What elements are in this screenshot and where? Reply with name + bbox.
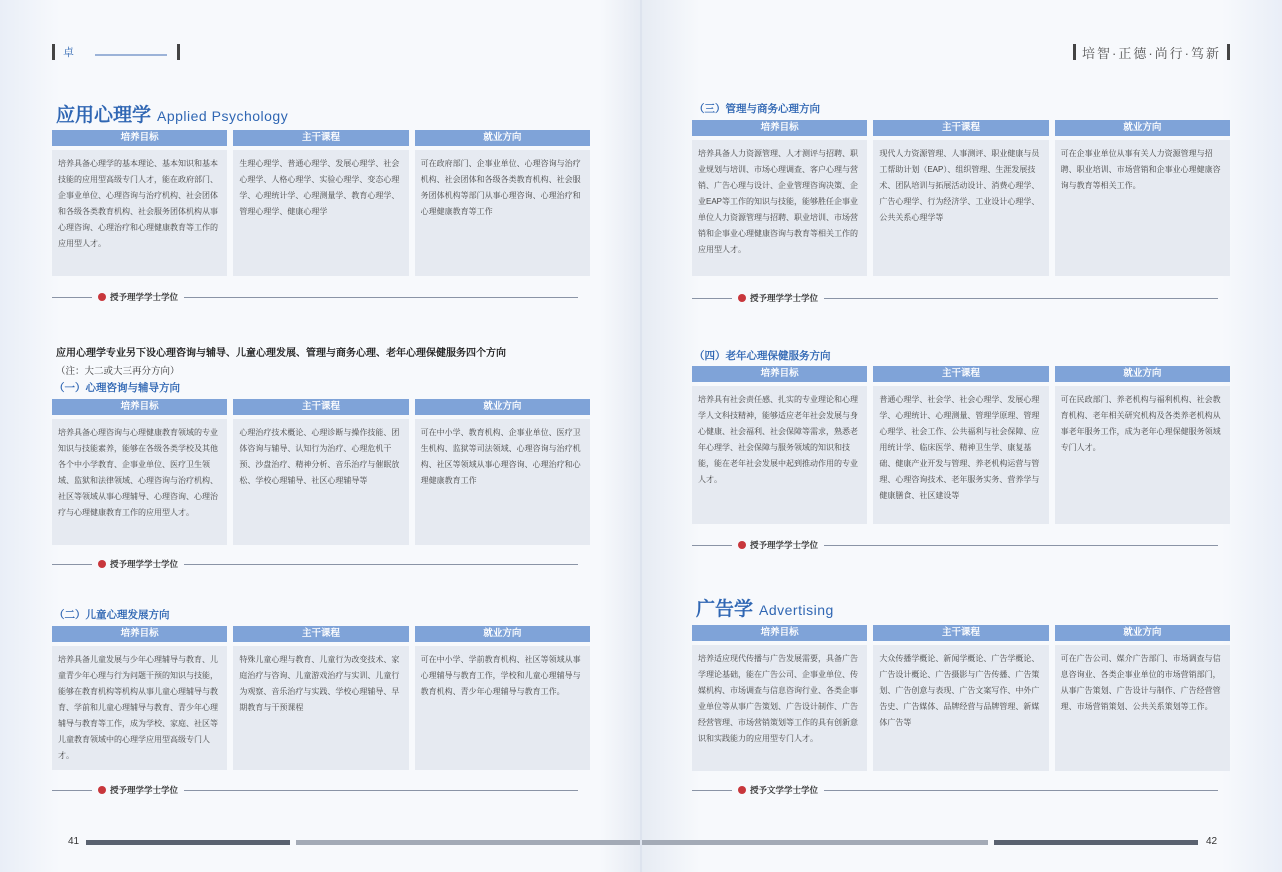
cell-courses: 生理心理学、普通心理学、发展心理学、社会心理学、人格心理学、实验心理学、变态心理学、心理统计学、心理测量学、教育心理学、管理心理学、健康心理学 — [233, 150, 408, 276]
degree-label: 授予理学学士学位 — [110, 292, 179, 302]
school-logo — [61, 44, 171, 60]
head-career: 就业方向 — [1055, 366, 1230, 382]
cell-goal: 培养具有社会责任感、扎实的专业理论和心理学人文科技精神，能够适应老年社会发展与身心健康、社会福利、社会保障等需求，熟悉老年心理学、社会保障与服务领域的知识和技能，能在老年社会发展中起到推动作用的专业人才。 — [692, 386, 867, 524]
degree-label: 授予理学学士学位 — [750, 540, 819, 550]
degree-label: 授予理学学士学位 — [110, 559, 179, 569]
dir1-table — [52, 399, 590, 545]
logo-mark: 卓 — [63, 46, 74, 59]
directions-intro: 应用心理学专业另下设心理咨询与辅导、儿童心理发展、管理与商务心理、老年心理保健服务四个方向 — [56, 348, 506, 359]
degree-line — [692, 292, 1218, 304]
head-goal: 培养目标 — [692, 625, 867, 641]
degree-label: 授予文学学士学位 — [750, 785, 819, 795]
major-title-psychology — [56, 100, 288, 127]
major-title-cn: 应用心理学 — [56, 105, 152, 126]
header-bar — [1227, 44, 1230, 60]
cell-career: 可在广告公司、媒介广告部门、市场调查与信息咨询业、各类企事业单位的市场营销部门，从事广告策划、广告设计与制作、广告经营管理、市场营销策划、公共关系策划等工作。 — [1055, 645, 1230, 771]
head-courses: 主干课程 — [873, 120, 1048, 136]
page-bar — [296, 840, 640, 845]
degree-dot — [98, 786, 106, 794]
head-courses: 主干课程 — [233, 626, 408, 642]
degree-dot — [738, 541, 746, 549]
major-title-advertising — [696, 594, 834, 621]
degree-dot — [738, 786, 746, 794]
head-career: 就业方向 — [415, 399, 590, 415]
cell-courses: 特殊儿童心理与教育、儿童行为改变技术、家庭治疗与咨询、儿童游戏治疗与实训、儿童行为观察、音乐治疗与实践、学校心理辅导、早期教育与干预课程 — [233, 646, 408, 770]
head-goal: 培养目标 — [52, 626, 227, 642]
head-career: 就业方向 — [1055, 120, 1230, 136]
spine-gutter — [640, 0, 642, 872]
degree-dot — [738, 294, 746, 302]
degree-line — [692, 784, 1218, 796]
cell-career: 可在企事业单位从事有关人力资源管理与招聘、职业培训、市场营销和企事业心理健康咨询与教育等相关工作。 — [1055, 140, 1230, 276]
cell-courses: 大众传播学概论、新闻学概论、广告学概论、广告设计概论、广告摄影与广告传播、广告策划、广告创意与表现、广告文案写作、中外广告史、广告媒体、品牌经营与品牌管理、新媒体广告等 — [873, 645, 1048, 771]
page-bar — [86, 840, 290, 845]
cell-goal: 培养具备儿童发展与少年心理辅导与教育、儿童青少年心理与行为问题干预的知识与技能，能够在教育机构等机构从事儿童心理辅导与教育、学前和儿童心理辅导与教育、青少年心理辅导与教育等工作，成为学校、家庭、社区等儿童教育领域中的心理学应用型高级专门人才。 — [52, 646, 227, 770]
advertising-table — [692, 625, 1230, 771]
head-goal: 培养目标 — [52, 399, 227, 415]
cell-courses: 普通心理学、社会学、社会心理学、发展心理学、心理统计、心理测量、管理学原理、管理心理学、社会工作、公共福利与社会保障、应用统计学、临床医学、精神卫生学、康复基础、健康产业开发与管理、养老机构运营与管理、心理咨询技术、老年服务实务、营养学与健康膳食、社区建设等 — [873, 386, 1048, 524]
dir2-title: （二）儿童心理发展方向 — [54, 609, 170, 621]
cell-goal: 培养具备心理学的基本理论、基本知识和基本技能的应用型高级专门人才，能在政府部门、企事业单位、心理咨询与治疗机构、社会团体和各级各类教育机构、社会服务团体机构从事心理咨询、心理治疗和心理健康教育等工作的应用型人才。 — [52, 150, 227, 276]
dir4-title: （四）老年心理保健服务方向 — [694, 350, 831, 362]
page-bar — [994, 840, 1198, 845]
degree-line — [52, 784, 578, 796]
head-career: 就业方向 — [1055, 625, 1230, 641]
header-bar — [177, 44, 180, 60]
cell-career: 可在中小学、学前教育机构、社区等领域从事心理辅导与教育工作，学校和儿童心理辅导与教育机构、青少年心理辅导与教育工作。 — [415, 646, 590, 770]
cell-goal: 培养具备心理咨询与心理健康教育领域的专业知识与技能素养，能够在各级各类学校及其他各个中小学教育、企事业单位、医疗卫生领域、监狱和法律领域、心理咨询与治疗机构、社区等领域从事心理辅导、心理咨询、心理治疗与心理健康教育工作的应用型人才。 — [52, 419, 227, 545]
page-bar — [642, 840, 988, 845]
head-career: 就业方向 — [415, 130, 590, 146]
degree-dot — [98, 293, 106, 301]
dir2-table — [52, 626, 590, 770]
head-courses: 主干课程 — [873, 366, 1048, 382]
degree-label: 授予理学学士学位 — [750, 293, 819, 303]
school-motto: 培智·正德·尚行·笃新 — [1082, 45, 1221, 61]
cell-career: 可在民政部门、养老机构与福利机构、社会教育机构、老年相关研究机构及各类养老机构从事老年服务工作，成为老年心理保健服务领域专门人才。 — [1055, 386, 1230, 524]
head-courses: 主干课程 — [233, 399, 408, 415]
head-courses: 主干课程 — [233, 130, 408, 146]
head-courses: 主干课程 — [873, 625, 1048, 641]
cell-courses: 心理治疗技术概论、心理诊断与操作技能、团体咨询与辅导、认知行为治疗、心理危机干预、沙盘治疗、精神分析、音乐治疗与催眠放松、学校心理辅导、社区心理辅导等 — [233, 419, 408, 545]
header-left — [52, 42, 180, 62]
header-bar — [52, 44, 55, 60]
head-career: 就业方向 — [415, 626, 590, 642]
dir3-title: （三）管理与商务心理方向 — [694, 103, 820, 115]
dir4-table — [692, 366, 1230, 524]
header-bar — [1073, 44, 1076, 60]
degree-line — [52, 558, 578, 570]
degree-dot — [98, 560, 106, 568]
cell-goal: 培养适应现代传播与广告发展需要，具备广告学理论基础，能在广告公司、企事业单位、传媒机构、市场调查与信息咨询行业、各类企事业单位等从事广告策划、广告设计制作、广告经营管理、市场营销策划等工作的具有创新意识和实践能力的应用型专门人才。 — [692, 645, 867, 771]
degree-label: 授予理学学士学位 — [110, 785, 179, 795]
degree-line — [692, 539, 1218, 551]
page-number-left: 41 — [68, 836, 80, 847]
major-title-en: Advertising — [759, 602, 834, 618]
logo-underline — [95, 54, 167, 56]
head-goal: 培养目标 — [52, 130, 227, 146]
degree-line — [52, 291, 578, 303]
cell-career: 可在政府部门、企事业单位、心理咨询与治疗机构、社会团体和各级各类教育机构、社会服务团体机构等部门从事心理咨询、心理治疗和心理健康教育等工作 — [415, 150, 590, 276]
cell-courses: 现代人力资源管理、人事测评、职业健康与员工帮助计划（EAP）、组织管理、生涯发展技术、团队培训与拓展活动设计、消费心理学、广告心理学、行为经济学、工业设计心理学、公共关系心理学等 — [873, 140, 1048, 276]
page-number-right: 42 — [1206, 836, 1218, 847]
psychology-table — [52, 130, 590, 276]
dir3-table — [692, 120, 1230, 276]
major-title-en: Applied Psychology — [157, 108, 289, 124]
head-goal: 培养目标 — [692, 366, 867, 382]
major-title-cn: 广告学 — [696, 599, 754, 620]
header-right — [1073, 42, 1230, 62]
dir1-title: （一）心理咨询与辅导方向 — [54, 382, 180, 394]
directions-note: （注：大二或大三再分方向） — [56, 366, 180, 377]
cell-career: 可在中小学、教育机构、企事业单位、医疗卫生机构、监狱等司法领域、心理咨询与治疗机构、社区等领域从事心理咨询、心理治疗和心理健康教育工作 — [415, 419, 590, 545]
head-goal: 培养目标 — [692, 120, 867, 136]
cell-goal: 培养具备人力资源管理、人才测评与招聘、职业规划与培训、市场心理调查、客户心理与营销、广告心理与设计、企业管理咨询决策、企业EAP等工作的知识与技能，能够胜任企事业单位人力资源管理与招聘、职业培训、市场营销和企事业心理健康咨询与教育等相关工作的应用型人才。 — [692, 140, 867, 276]
